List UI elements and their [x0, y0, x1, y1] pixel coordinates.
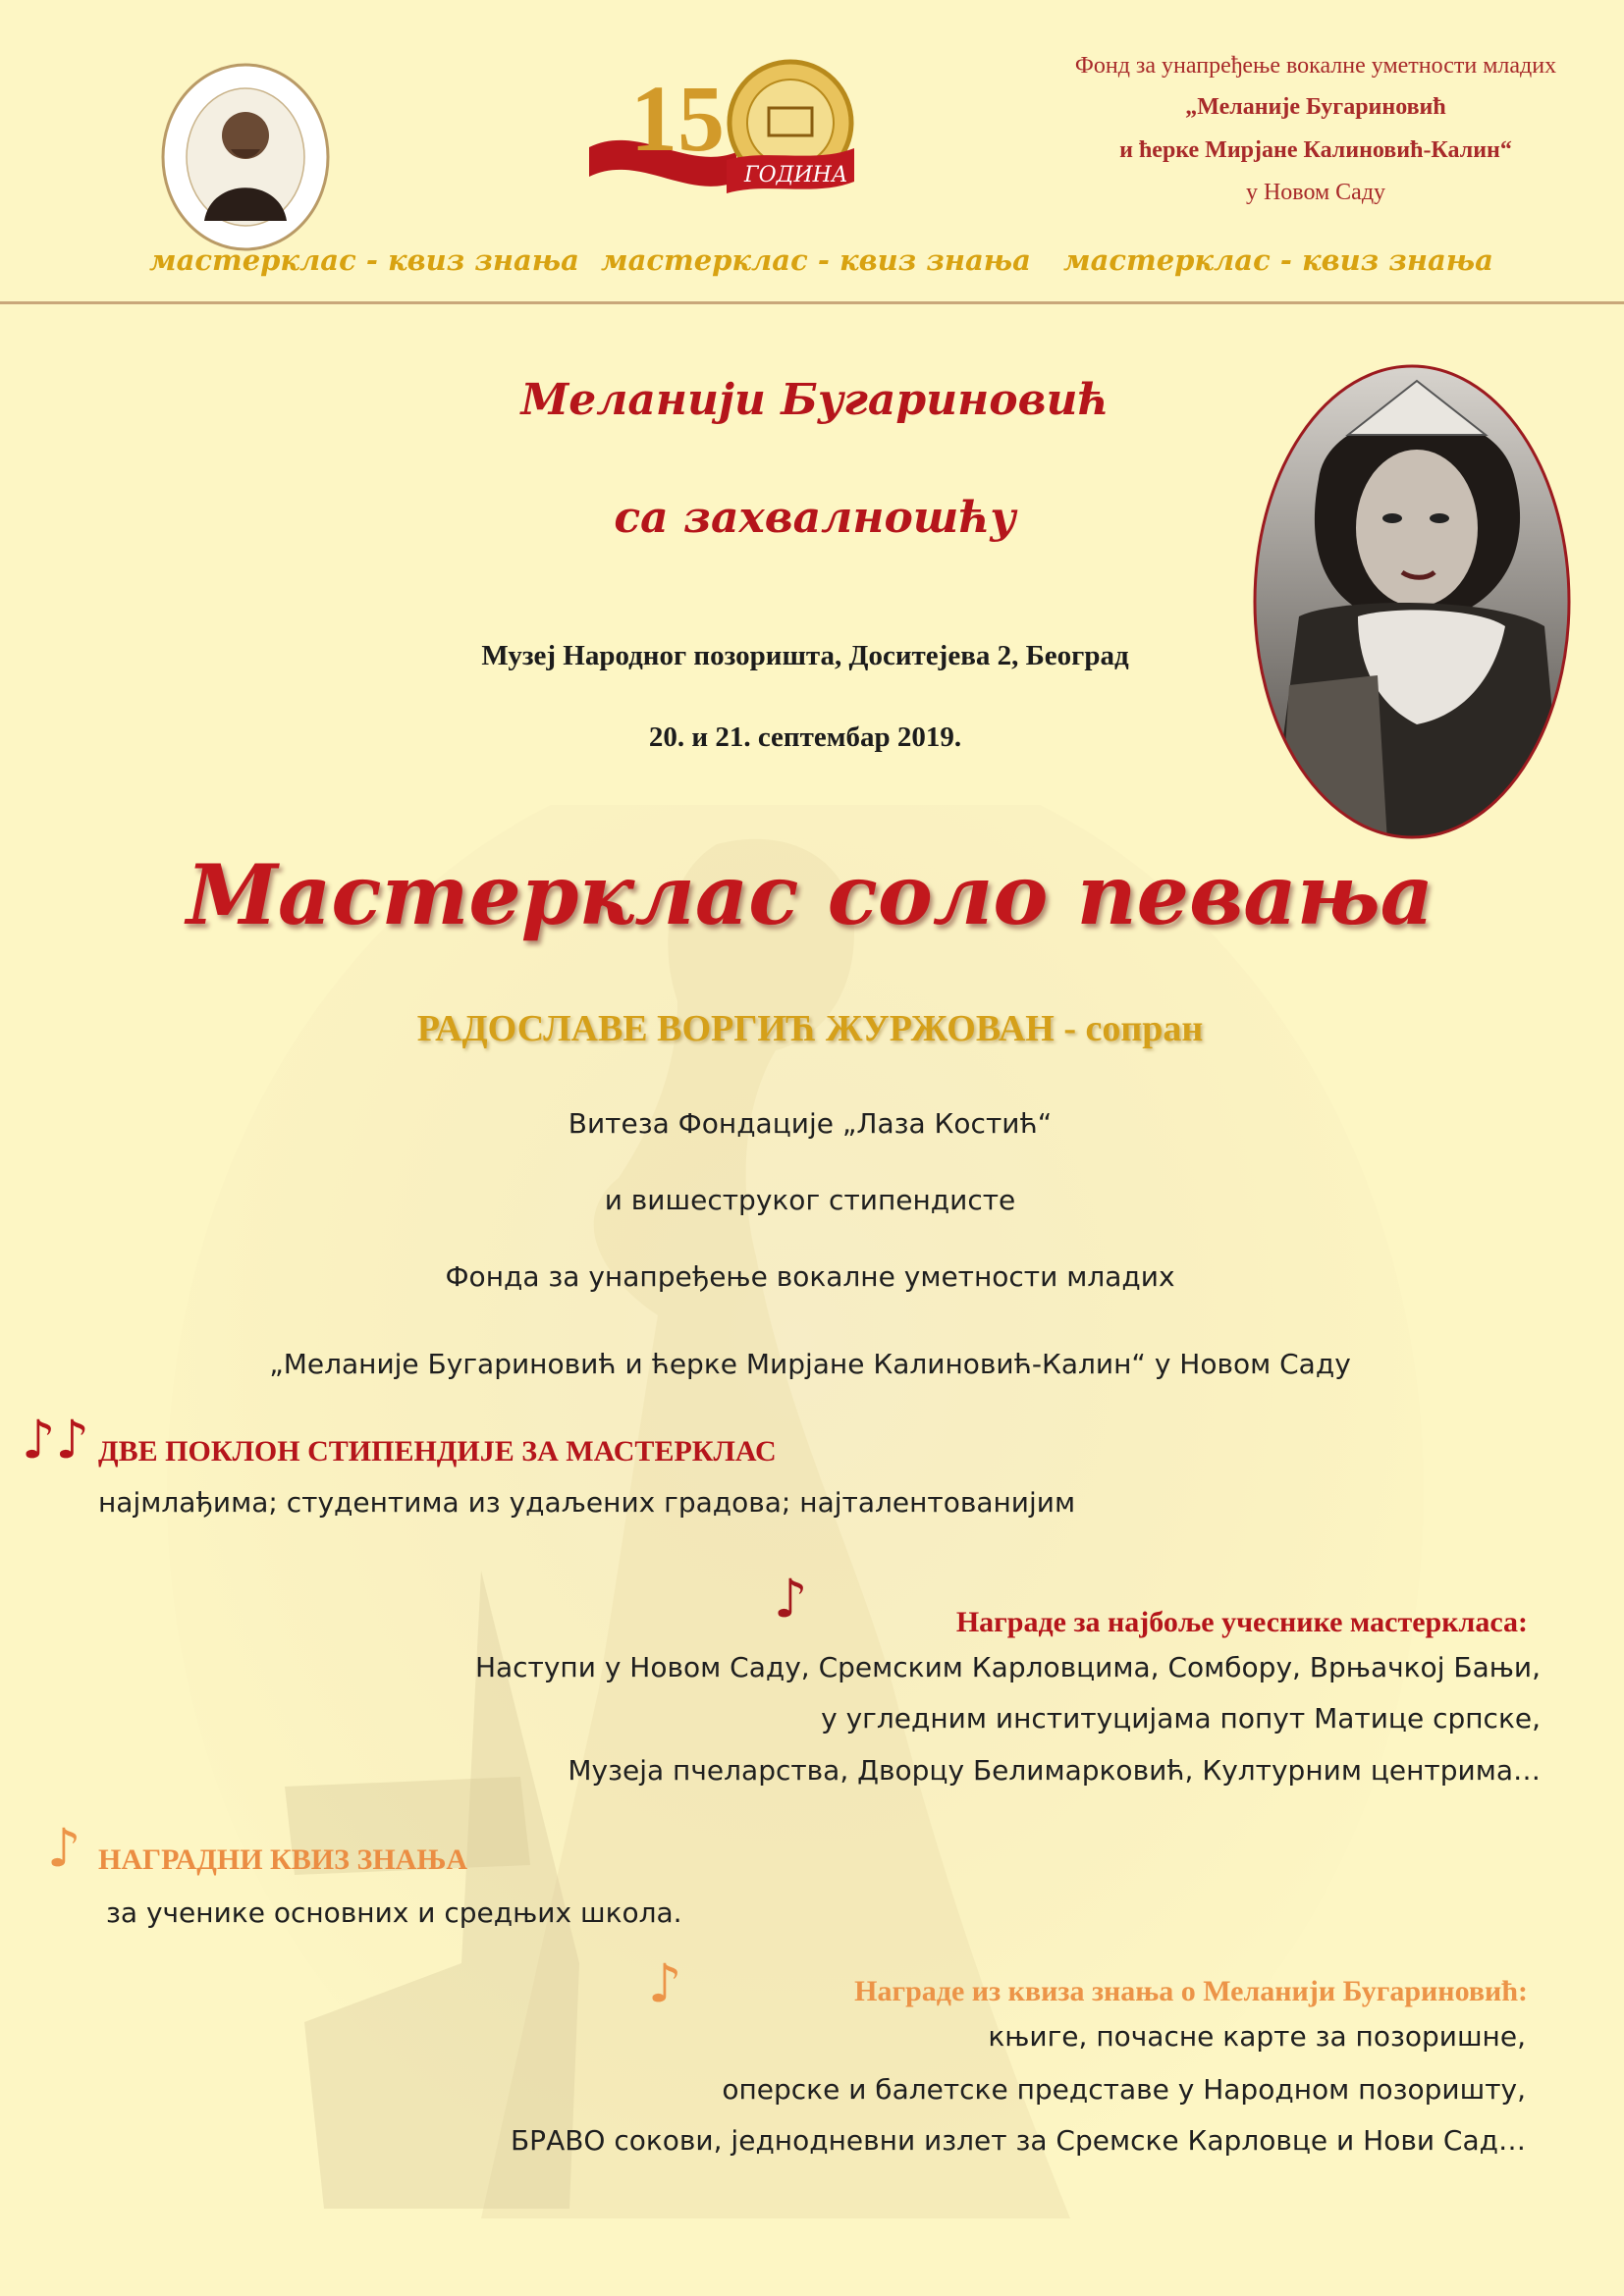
awards-line-3: Музеја пчеларства, Дворцу Белимарковић, Културним центрима… — [568, 1754, 1541, 1787]
venue-address: Музеј Народног позоришта, Доситејева 2, Београд — [481, 640, 1129, 671]
svg-text:ГОДИНА: ГОДИНА — [744, 163, 848, 187]
intro-line-1: Витеза Фондације „Лаза Костић“ — [568, 1107, 1053, 1140]
awards-line-1: Наступи у Новом Саду, Сремским Карловцима, Сомбору, Врњачкој Бањи, — [474, 1651, 1541, 1683]
quiz-text: за ученике основних и средњих школа. — [106, 1896, 682, 1929]
singer-portrait-photo — [1250, 361, 1574, 842]
tagline-3: мастерклас - квиз знања — [1063, 243, 1493, 277]
double-music-note-icon: ♪♪ — [22, 1409, 89, 1470]
fund-name-line2: „Меланије Бугариновић — [1185, 94, 1446, 120]
quiz-awards-heading: Награде из квиза знања о Меланији Бугариновић: — [854, 1975, 1528, 2007]
fund-name-line4: у Новом Саду — [1245, 180, 1386, 205]
dedication-line2: са захвалношћу — [614, 493, 1016, 543]
main-title: Мастерклас соло певања — [186, 846, 1435, 943]
performer-name: РАДОСЛАВЕ ВОРГИЋ ЖУРЖОВАН - сопран — [416, 1008, 1204, 1049]
scholarships-heading: ДВЕ ПОКЛОН СТИПЕНДИЈЕ ЗА МАСТЕРКЛАС — [98, 1435, 777, 1468]
awards-line-2: у угледним институцијама попут Матице српске, — [821, 1702, 1541, 1735]
quiz-awards-line-3: БРАВО сокови, једнодневни излет за Сремске Карловце и Нови Сад… — [510, 2124, 1526, 2157]
intro-line-2: и вишеструког стипендисте — [604, 1184, 1016, 1216]
quiz-awards-line-1: књиге, почасне карте за позоришне, — [988, 2020, 1526, 2053]
laza-kostic-fund-logo-icon — [157, 59, 334, 255]
intro-line-3: Фонда за унапређење вокалне уметности младих — [445, 1260, 1175, 1293]
quiz-heading: НАГРАДНИ КВИЗ ЗНАЊА — [98, 1843, 468, 1876]
fund-name-line3: и ћерке Мирјане Калиновић-Калин“ — [1119, 137, 1512, 163]
svg-text:15: 15 — [630, 66, 725, 171]
music-note-icon: ♪ — [47, 1817, 81, 1879]
header-divider — [0, 301, 1624, 304]
music-note-icon: ♪ — [774, 1568, 808, 1629]
event-date: 20. и 21. септембар 2019. — [648, 721, 962, 753]
tagline-1: мастерклас - квиз знања — [149, 243, 579, 277]
150-years-emblem-icon — [579, 54, 874, 211]
dedication-line1: Меланији Бугариновић — [520, 375, 1110, 425]
quiz-awards-line-2: оперске и балетске представе у Народном позоришту, — [722, 2073, 1526, 2106]
fund-name-line1: Фонд за унапређење вокалне уметности младих — [1074, 53, 1557, 79]
tagline-2: мастерклас - квиз знања — [601, 243, 1031, 277]
awards-heading: Награде за најбоље учеснике мастеркласа: — [955, 1606, 1528, 1638]
music-note-icon: ♪ — [648, 1952, 682, 2014]
intro-line-4: „Меланије Бугариновић и ћерке Мирјане Калиновић-Калин“ у Новом Саду — [269, 1348, 1351, 1380]
scholarships-text: најмлађима; студентима из удаљених градова; најталентованијим — [98, 1486, 1076, 1519]
